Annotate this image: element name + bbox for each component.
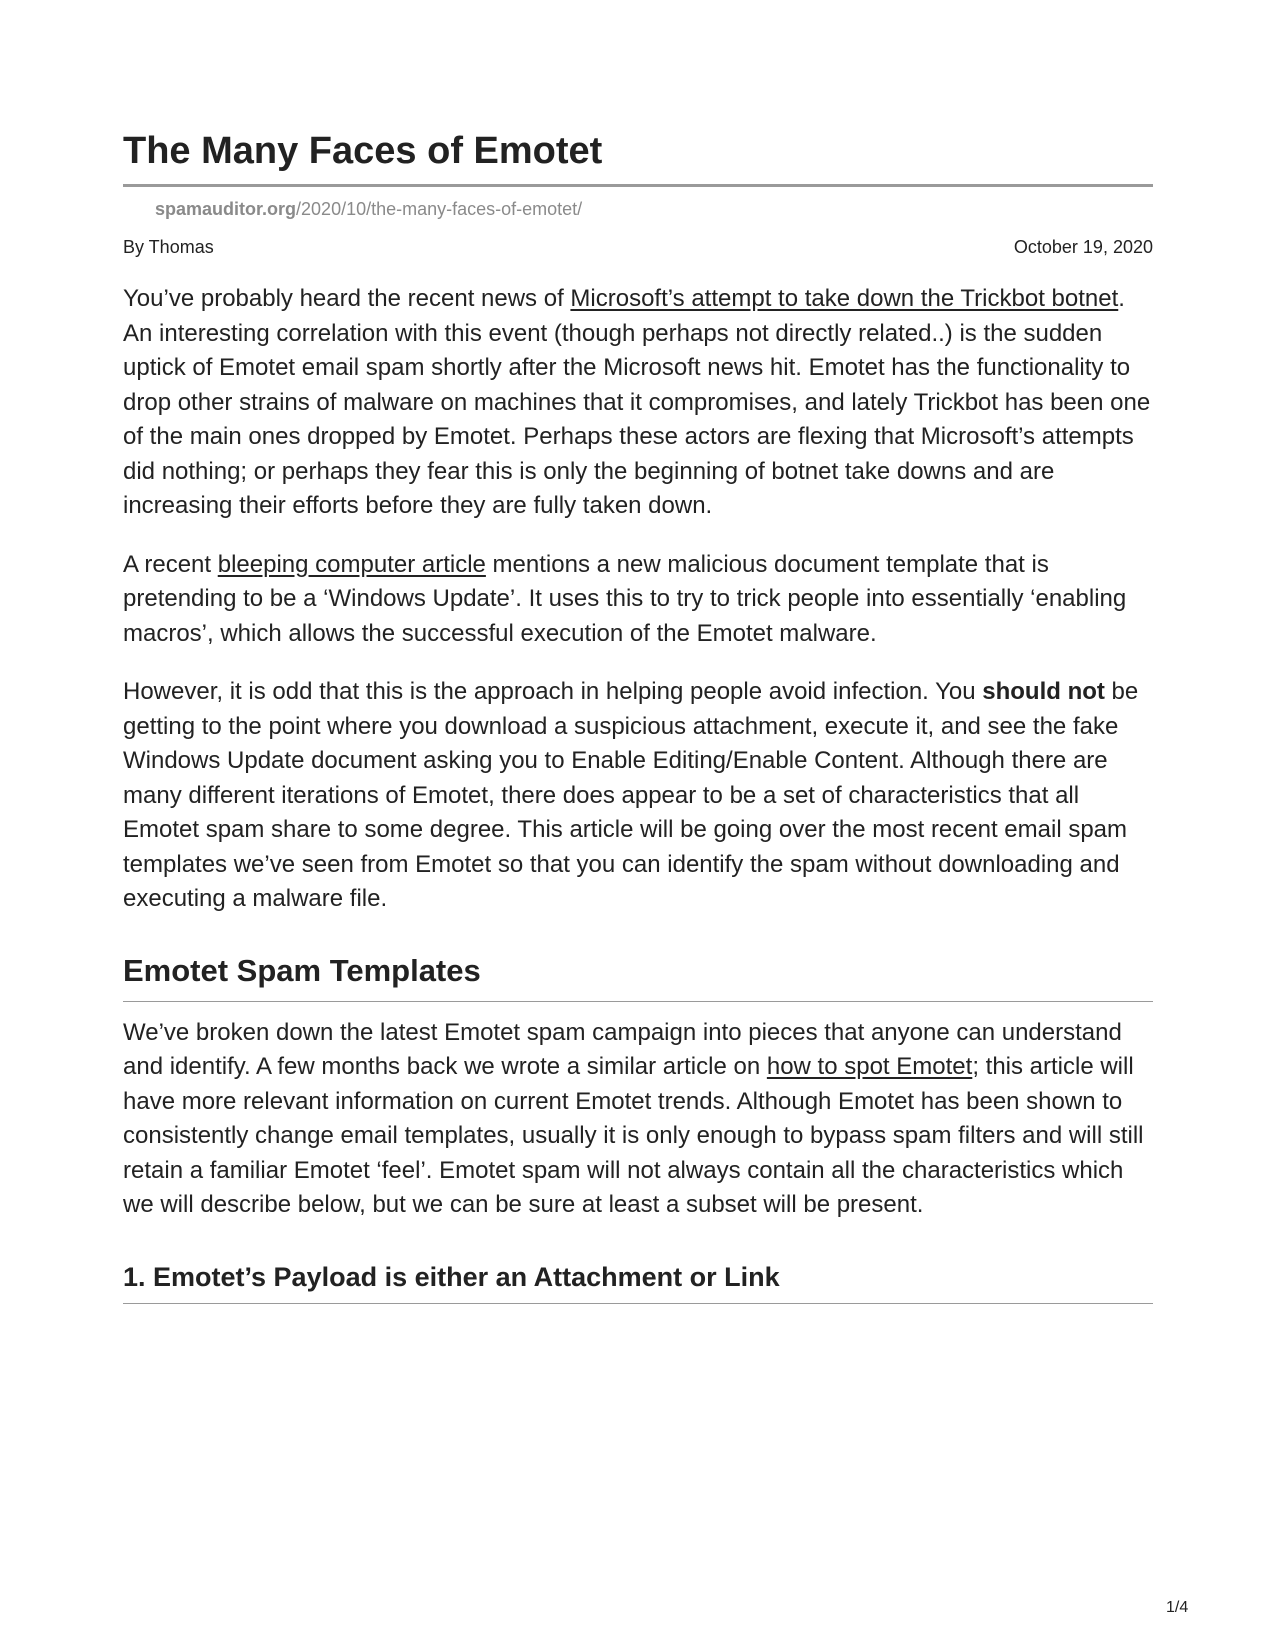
bleeping-computer-link[interactable]: bleeping computer article bbox=[217, 550, 486, 578]
paragraph-however bbox=[123, 675, 1153, 917]
author: By Thomas bbox=[123, 237, 214, 257]
article-title: The Many Faces of Emotet bbox=[123, 128, 1153, 187]
paragraph-text: A recent bbox=[123, 550, 218, 578]
section-body bbox=[123, 1016, 1153, 1223]
paragraph-text: ; this article will have more relevant information on current Emotet trends. Although Emotet has been shown to consistently change email templates, usually it is only enough to bypass spam filters and will still retain a familiar Emotet ‘feel’. Emotet spam will not always contain all the characteristics which we will describe below, but we can be sure at least a subset will be present. bbox=[123, 1053, 1144, 1218]
paragraph-bleeping bbox=[123, 548, 1153, 652]
subsection-heading-payload: 1. Emotet’s Payload is either an Attachment or Link bbox=[123, 1259, 1153, 1304]
paragraph-text: mentions a new malicious document template that is pretending to be a ‘Windows Update’. It uses this to try to trick people into essentially ‘enabling macros’, which allows the successful execution of the Emotet malware. bbox=[123, 550, 1127, 647]
source-domain: spamauditor.org bbox=[155, 199, 297, 219]
section-heading-spam-templates: Emotet Spam Templates bbox=[123, 951, 1153, 1002]
article-body bbox=[123, 282, 1153, 917]
how-to-spot-emotet-link[interactable]: how to spot Emotet bbox=[766, 1053, 973, 1080]
paragraph-intro bbox=[123, 282, 1153, 524]
article bbox=[123, 128, 1153, 1304]
microsoft-trickbot-link[interactable]: Microsoft’s attempt to take down the Trickbot botnet bbox=[570, 285, 1119, 312]
page-number: 1/4 bbox=[1166, 1599, 1189, 1616]
paragraph-text: You’ve probably heard the recent news of bbox=[123, 285, 571, 312]
source-url[interactable] bbox=[155, 197, 1153, 221]
paragraph-text: We’ve broken down the latest Emotet spam campaign into pieces that anyone can understand and identify. A few months back we wrote a similar article on bbox=[123, 1018, 1122, 1080]
paragraph-text: be getting to the point where you download a suspicious attachment, execute it, and see the fake Windows Update document asking you to Enable Editing/Enable Content. Although there are many different iterations of Emotet, there does appear to be a set of characteristics that all Emotet spam share to some degree. This article will be going over the most recent email spam templates we’ve seen from Emotet so that you can identify the spam without downloading and executing a malware file. bbox=[123, 678, 1139, 912]
emphasis-should-not: should not bbox=[982, 678, 1105, 705]
paragraph-broken-down bbox=[123, 1016, 1153, 1223]
paragraph-text: . An interesting correlation with this event (though perhaps not directly related..) is the sudden uptick of Emotet email spam shortly after the Microsoft news hit. Emotet has the functionality to drop other strains of malware on machines that it compromises, and lately Trickbot has been one of the main ones dropped by Emotet. Perhaps these actors are flexing that Microsoft’s attempts did nothing; or perhaps they fear this is only the beginning of botnet take downs and are increasing their efforts before they are fully taken down. bbox=[123, 285, 1151, 519]
source-path: /2020/10/the-many-faces-of-emotet/ bbox=[296, 199, 583, 219]
paragraph-text: However, it is odd that this is the approach in helping people avoid infection. You bbox=[123, 678, 983, 705]
article-meta bbox=[123, 235, 1153, 259]
publish-date: October 19, 2020 bbox=[1013, 237, 1153, 257]
